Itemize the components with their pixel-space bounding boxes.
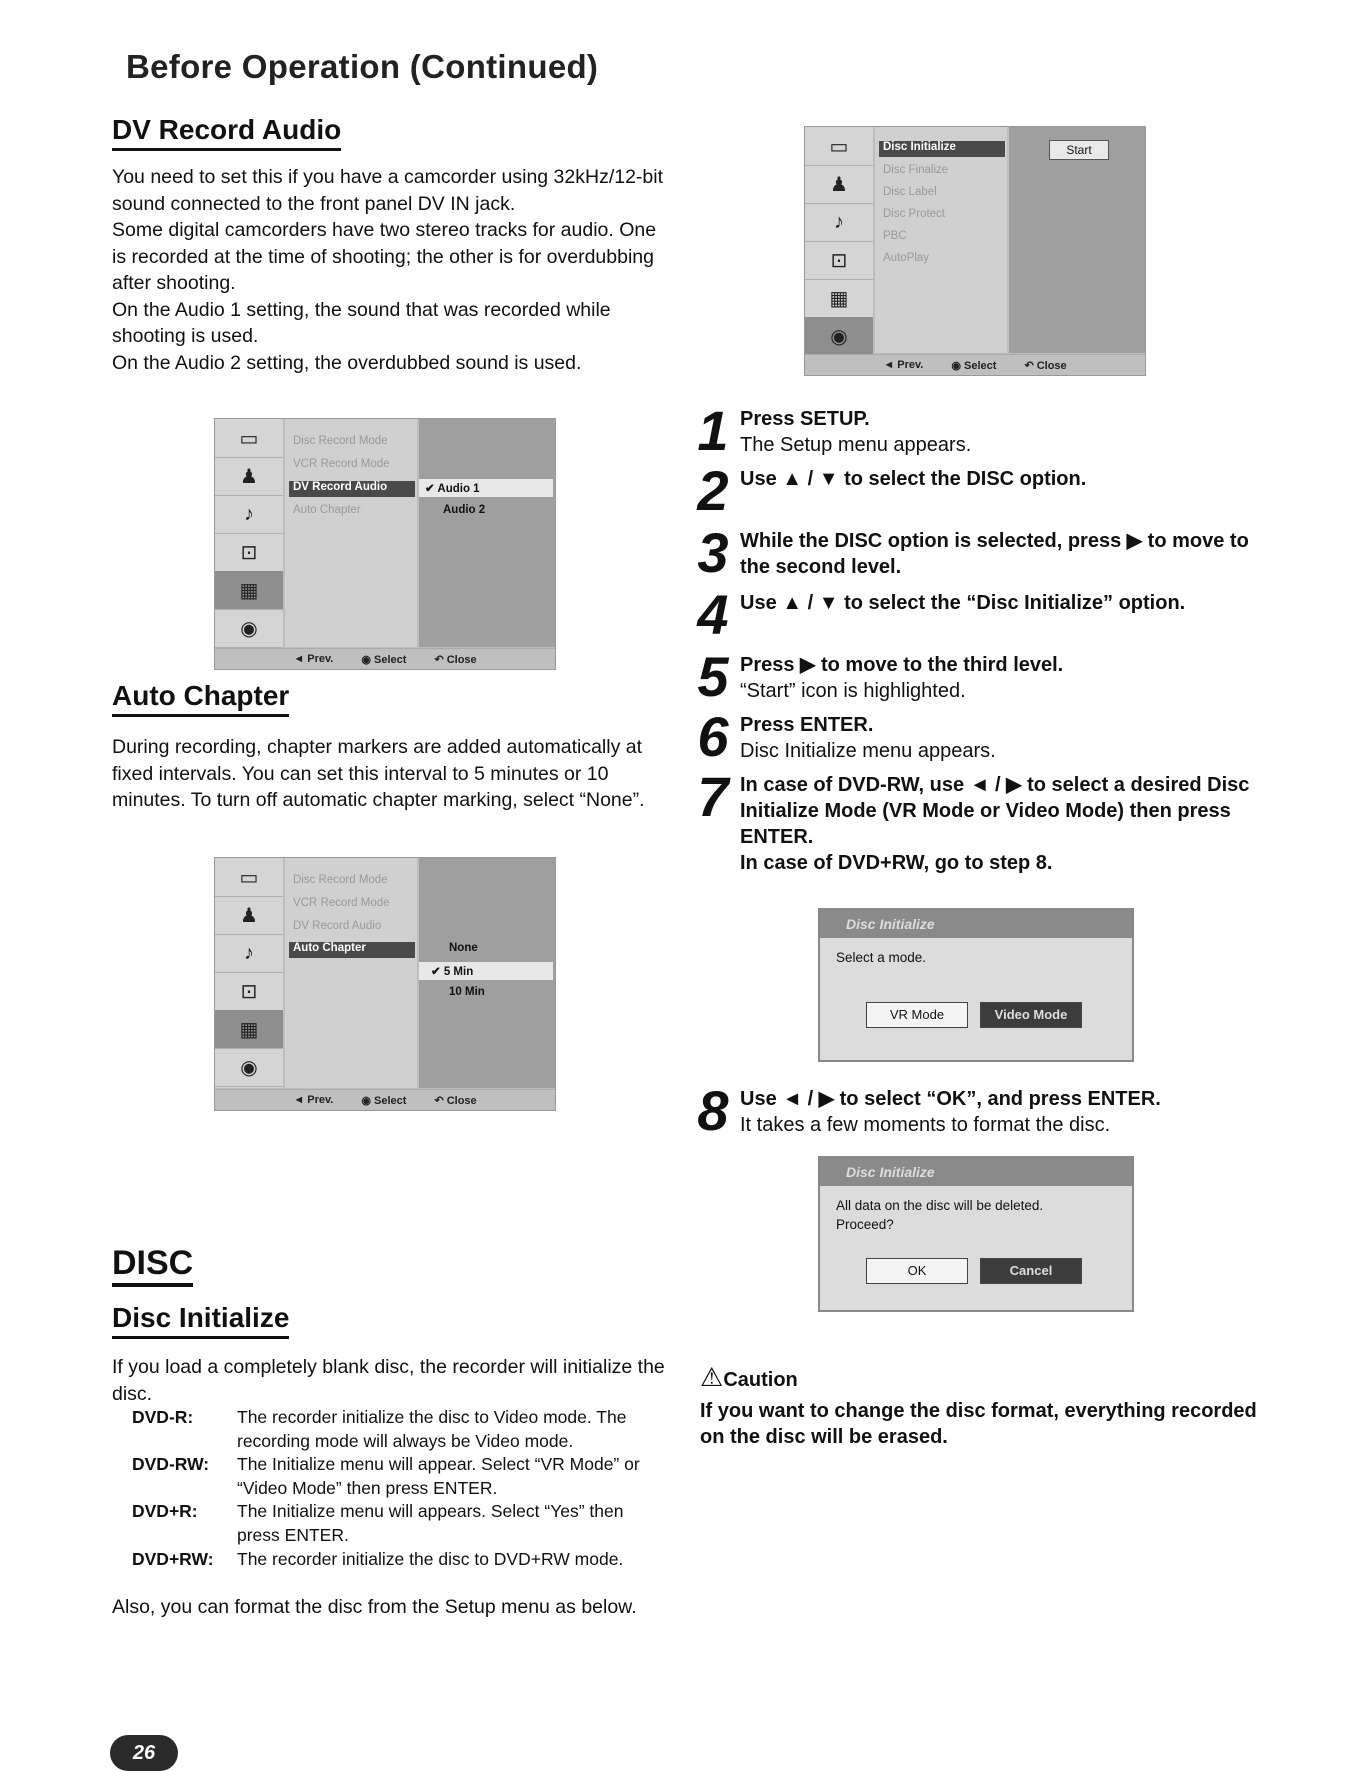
- menu-item: Disc Record Mode: [293, 435, 388, 447]
- person-icon: ♟: [805, 165, 873, 204]
- menu-level-2: [285, 419, 417, 647]
- paragraph: On the Audio 1 setting, the sound that was recorded while shooting is used.: [112, 298, 611, 347]
- dialog-message: [820, 1186, 1132, 1244]
- close-hint: ↶ Close: [1024, 359, 1067, 372]
- menu-level-3: [1009, 127, 1145, 353]
- dialog-title: Disc Initialize: [820, 910, 1132, 938]
- step-note: The Setup menu appears.: [740, 434, 972, 456]
- step-5: [697, 645, 1260, 708]
- caution-label: Caution: [723, 1369, 798, 1391]
- definition-row: [132, 1406, 662, 1453]
- lock-icon: ⊡: [805, 241, 873, 280]
- menu-item: Disc Protect: [883, 208, 945, 220]
- person-icon: ♟: [215, 457, 283, 496]
- section-title-disc: DISC: [112, 1244, 193, 1287]
- menu-item: DV Record Audio: [293, 920, 382, 932]
- menu-footer: [215, 1089, 555, 1110]
- start-button[interactable]: Start: [1049, 140, 1109, 160]
- step-number: 2: [697, 459, 729, 522]
- disc-initialize-outro: Also, you can format the disc from the Setup menu as below.: [112, 1596, 637, 1618]
- warning-icon: ⚠: [700, 1362, 724, 1392]
- menu-icon-column: [215, 419, 283, 647]
- page-header: Before Operation (Continued): [126, 48, 599, 85]
- caution-heading: [700, 1362, 798, 1393]
- option-none: None: [449, 942, 478, 954]
- step-8: [697, 1079, 1260, 1142]
- dv-record-audio-text: [112, 164, 667, 376]
- disc-icon: ◉: [805, 317, 873, 356]
- close-hint: ↶ Close: [434, 1094, 477, 1107]
- menu-icon-column: [215, 858, 283, 1088]
- step-instruction: Press ▶ to move to the third level.: [740, 654, 1064, 676]
- step-7: [697, 765, 1260, 876]
- dialog-title: Disc Initialize: [820, 1158, 1132, 1186]
- menu-item: VCR Record Mode: [293, 458, 390, 470]
- page-number: 26: [110, 1735, 178, 1771]
- cancel-button[interactable]: Cancel: [980, 1258, 1082, 1284]
- select-hint: ◉ Select: [951, 359, 997, 372]
- step-number: 1: [697, 399, 729, 462]
- menu-footer: [215, 648, 555, 669]
- ok-button[interactable]: OK: [866, 1258, 968, 1284]
- setup-menu-auto-chapter: [214, 857, 556, 1111]
- option-10-min: 10 Min: [449, 986, 485, 998]
- lock-icon: ⊡: [215, 972, 283, 1011]
- step-4: [697, 583, 1260, 646]
- option-5-min: ✔ 5 Min: [431, 966, 474, 978]
- step-number: 8: [697, 1079, 729, 1142]
- step-number: 4: [697, 583, 729, 646]
- disc-initialize-intro: If you load a completely blank disc, the recorder will initialize the disc.: [112, 1356, 665, 1405]
- setup-menu-dv-record-audio: [214, 418, 556, 670]
- menu-item: Disc Finalize: [883, 164, 949, 176]
- audio-icon: ♪: [215, 934, 283, 973]
- paragraph: Some digital camcorders have two stereo tracks for audio. One is recorded at the time of shooting; the other is for overdubbing after shooting.: [112, 219, 657, 294]
- step-number: 5: [697, 645, 729, 708]
- disc-icon: ◉: [215, 609, 283, 648]
- section-title-dv-record-audio: DV Record Audio: [112, 114, 341, 151]
- menu-item: Disc Record Mode: [293, 874, 388, 886]
- person-icon: ♟: [215, 896, 283, 935]
- step-instruction: Use ▲ / ▼ to select the “Disc Initialize” option.: [740, 592, 1186, 614]
- step-6: [697, 705, 1260, 768]
- setup-menu-disc: [804, 126, 1146, 376]
- definition-desc: The Initialize menu will appear. Select “VR Mode” or “Video Mode” then press ENTER.: [237, 1454, 640, 1498]
- definition-desc: The recorder initialize the disc to DVD+RW mode.: [237, 1548, 624, 1569]
- caution-text: If you want to change the disc format, everything recorded on the disc will be erased.: [700, 1400, 1257, 1448]
- step-1: [697, 399, 1260, 462]
- menu-item-selected: DV Record Audio: [293, 481, 388, 493]
- step-instruction: Use ▲ / ▼ to select the DISC option.: [740, 468, 1087, 490]
- menu-level-3: [419, 858, 555, 1088]
- dialog-disc-initialize-confirm: [818, 1156, 1134, 1312]
- dialog-disc-initialize-mode: [818, 908, 1134, 1062]
- dialog-message-line: Proceed?: [836, 1217, 894, 1232]
- option-audio-1: ✔ Audio 1: [425, 483, 480, 495]
- dialog-message: Select a mode.: [836, 950, 927, 965]
- section-title-auto-chapter: Auto Chapter: [112, 680, 289, 717]
- menu-item-selected: Auto Chapter: [293, 942, 366, 954]
- step-number: 7: [697, 765, 729, 828]
- definition-term: DVD-R:: [132, 1407, 194, 1427]
- definition-desc: The Initialize menu will appears. Select “Yes” then press ENTER.: [237, 1501, 624, 1545]
- film-icon: ▦: [805, 279, 873, 318]
- disc-icon: ◉: [215, 1048, 283, 1087]
- tv-icon: ▭: [805, 127, 873, 166]
- step-instruction: While the DISC option is selected, press ▶ to move to the second level.: [740, 530, 1249, 578]
- auto-chapter-text: During recording, chapter markers are added automatically at fixed intervals. You can set this interval to 5 minutes or 10 minutes. To turn off automatic chapter marking, select “None”.: [112, 736, 645, 811]
- step-note: “Start” icon is highlighted.: [740, 680, 966, 702]
- lock-icon: ⊡: [215, 533, 283, 572]
- video-mode-button[interactable]: Video Mode: [980, 1002, 1082, 1028]
- definition-row: [132, 1500, 662, 1547]
- step-2: [697, 459, 1260, 522]
- step-3: [697, 521, 1260, 584]
- step-number: 3: [697, 521, 729, 584]
- menu-item: PBC: [883, 230, 907, 242]
- prev-hint: ◄ Prev.: [293, 653, 334, 665]
- select-hint: ◉ Select: [361, 1094, 407, 1107]
- menu-icon-column: [805, 127, 873, 353]
- menu-level-2: [875, 127, 1007, 353]
- tv-icon: ▭: [215, 419, 283, 458]
- definition-term: DVD-RW:: [132, 1454, 210, 1475]
- vr-mode-button[interactable]: VR Mode: [866, 1002, 968, 1028]
- step-instruction: Use ◄ / ▶ to select “OK”, and press ENTER.: [740, 1088, 1161, 1110]
- menu-item-selected: Disc Initialize: [883, 141, 956, 153]
- menu-item: VCR Record Mode: [293, 897, 390, 909]
- audio-icon: ♪: [215, 495, 283, 534]
- step-number: 6: [697, 705, 729, 768]
- select-hint: ◉ Select: [361, 653, 407, 666]
- definition-term: DVD+RW:: [132, 1548, 214, 1569]
- film-icon: ▦: [215, 1010, 283, 1049]
- definition-row: [132, 1548, 662, 1572]
- audio-icon: ♪: [805, 203, 873, 242]
- menu-item: Auto Chapter: [293, 504, 361, 516]
- menu-footer: [805, 354, 1145, 375]
- close-hint: ↶ Close: [434, 653, 477, 666]
- menu-item: Disc Label: [883, 186, 937, 198]
- prev-hint: ◄ Prev.: [883, 359, 924, 371]
- paragraph: On the Audio 2 setting, the overdubbed sound is used.: [112, 351, 582, 374]
- step-instruction: Press ENTER.: [740, 714, 874, 736]
- dialog-message-line: All data on the disc will be deleted.: [836, 1198, 1044, 1213]
- section-title-disc-initialize: Disc Initialize: [112, 1302, 289, 1339]
- tv-icon: ▭: [215, 858, 283, 897]
- step-instruction: In case of DVD-RW, use ◄ / ▶ to select a desired Disc Initialize Mode (VR Mode or Video Mode) then press ENTER.: [740, 774, 1250, 848]
- step-instruction-2: In case of DVD+RW, go to step 8.: [740, 852, 1053, 874]
- option-audio-2: Audio 2: [443, 504, 486, 516]
- paragraph: You need to set this if you have a camcorder using 32kHz/12-bit sound connected to the front panel DV IN jack.: [112, 166, 664, 215]
- menu-level-2: [285, 858, 417, 1088]
- prev-hint: ◄ Prev.: [293, 1094, 334, 1106]
- film-icon: ▦: [215, 571, 283, 610]
- step-note: Disc Initialize menu appears.: [740, 740, 996, 762]
- definition-desc: The recorder initialize the disc to Video mode. The recording mode will always be Video mode.: [237, 1407, 627, 1451]
- step-instruction: Press SETUP.: [740, 408, 870, 430]
- menu-item: AutoPlay: [883, 252, 930, 264]
- definition-row: [132, 1453, 662, 1500]
- step-note: It takes a few moments to format the disc.: [740, 1114, 1111, 1136]
- menu-level-3: [419, 419, 555, 647]
- definition-term: DVD+R:: [132, 1501, 198, 1522]
- disc-type-definitions: [132, 1406, 662, 1571]
